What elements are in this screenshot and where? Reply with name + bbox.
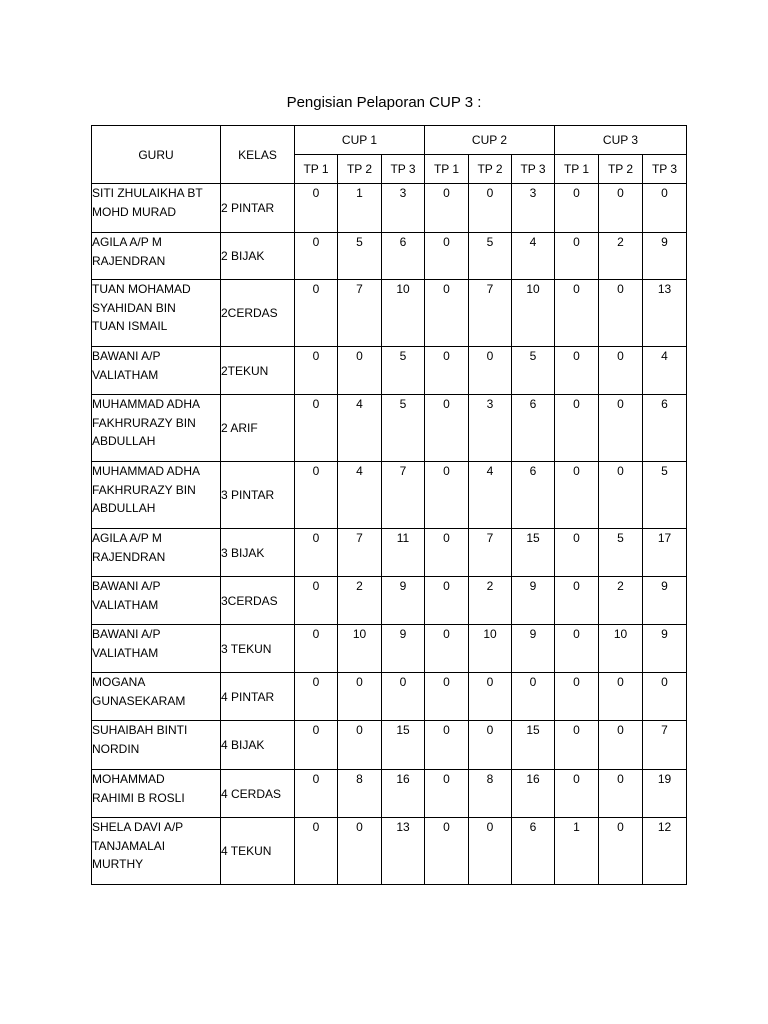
table-row <box>92 184 687 233</box>
guru-name-line: TUAN MOHAMAD <box>92 282 191 296</box>
guru-name-line: MOHAMMAD <box>92 772 165 786</box>
cup2-tp3-cell: 6 <box>512 462 555 529</box>
cup1-tp3-cell: 5 <box>382 395 425 462</box>
guru-cell <box>92 462 221 529</box>
cup1-tp2-cell: 5 <box>338 233 382 280</box>
cup3-tp3-cell: 9 <box>643 233 687 280</box>
guru-name-line: BAWANI A/P <box>92 627 161 641</box>
cup2-tp2-cell: 0 <box>469 347 512 395</box>
cup1-tp2-cell: 10 <box>338 625 382 673</box>
cup3-tp2-cell: 0 <box>599 673 643 721</box>
cup1-tp2-cell: 7 <box>338 280 382 347</box>
table-row <box>92 462 687 529</box>
header-cup3-tp2: TP 2 <box>599 155 643 184</box>
cup2-tp3-cell: 5 <box>512 347 555 395</box>
cup1-tp3-cell: 11 <box>382 529 425 577</box>
guru-name-line: VALIATHAM <box>92 645 159 660</box>
cup3-tp3-cell: 13 <box>643 280 687 347</box>
header-cup2-tp1: TP 1 <box>425 155 469 184</box>
cup3-tp2-cell: 0 <box>599 818 643 885</box>
cup2-tp3-cell: 10 <box>512 280 555 347</box>
guru-name-line: MURTHY <box>92 857 144 871</box>
guru-name-line: VALIATHAM <box>92 367 159 382</box>
guru-name-line: AGILA A/P M <box>92 531 162 545</box>
cup1-tp1-cell: 0 <box>295 770 338 818</box>
guru-name-line: MOGANA <box>92 675 146 689</box>
cup3-tp1-cell: 0 <box>555 529 599 577</box>
guru-name-line: GUNASEKARAM <box>92 693 186 708</box>
kelas-cell: 3 BIJAK <box>221 529 295 577</box>
cup3-tp2-cell: 2 <box>599 577 643 625</box>
cup3-tp1-cell: 0 <box>555 673 599 721</box>
cup1-tp2-cell: 2 <box>338 577 382 625</box>
cup3-tp2-cell: 0 <box>599 770 643 818</box>
cup3-tp3-cell: 12 <box>643 818 687 885</box>
cup1-tp1-cell: 0 <box>295 529 338 577</box>
table-row <box>92 770 687 818</box>
cup3-tp2-cell: 2 <box>599 233 643 280</box>
guru-cell <box>92 529 221 577</box>
cup2-tp3-cell: 3 <box>512 184 555 233</box>
cup2-tp2-cell: 3 <box>469 395 512 462</box>
kelas-cell: 3CERDAS <box>221 577 295 625</box>
cup2-tp3-cell: 4 <box>512 233 555 280</box>
cup3-tp1-cell: 0 <box>555 347 599 395</box>
table-row <box>92 673 687 721</box>
cup2-tp1-cell: 0 <box>425 280 469 347</box>
cup1-tp3-cell: 7 <box>382 462 425 529</box>
cup2-tp1-cell: 0 <box>425 673 469 721</box>
kelas-cell: 4 PINTAR <box>221 673 295 721</box>
guru-cell <box>92 347 221 395</box>
kelas-cell: 2 PINTAR <box>221 184 295 233</box>
cup3-tp2-cell: 0 <box>599 347 643 395</box>
cup1-tp2-cell: 0 <box>338 673 382 721</box>
cup1-tp2-cell: 4 <box>338 462 382 529</box>
cup2-tp1-cell: 0 <box>425 818 469 885</box>
guru-name-line: TANJAMALAI <box>92 838 166 853</box>
guru-cell <box>92 625 221 673</box>
cup2-tp3-cell: 15 <box>512 721 555 770</box>
cup1-tp2-cell: 4 <box>338 395 382 462</box>
cup3-tp2-cell: 0 <box>599 721 643 770</box>
cup3-tp3-cell: 7 <box>643 721 687 770</box>
cup2-tp1-cell: 0 <box>425 184 469 233</box>
cup1-tp3-cell: 6 <box>382 233 425 280</box>
cup1-tp1-cell: 0 <box>295 577 338 625</box>
guru-name-line: RAJENDRAN <box>92 549 166 564</box>
cup3-tp3-cell: 0 <box>643 673 687 721</box>
cup3-tp2-cell: 0 <box>599 395 643 462</box>
kelas-cell: 4 TEKUN <box>221 818 295 885</box>
kelas-cell: 3 PINTAR <box>221 462 295 529</box>
cup3-tp1-cell: 1 <box>555 818 599 885</box>
header-cup2-tp2: TP 2 <box>469 155 512 184</box>
guru-name-line: RAHIMI B ROSLI <box>92 790 185 805</box>
guru-cell <box>92 395 221 462</box>
cup2-tp2-cell: 5 <box>469 233 512 280</box>
kelas-cell: 2TEKUN <box>221 347 295 395</box>
guru-name-line: FAKHRURAZY BIN <box>92 482 196 497</box>
header-cup-3: CUP 3 <box>555 126 687 155</box>
guru-cell <box>92 577 221 625</box>
guru-name-line: SITI ZHULAIKHA BT <box>92 186 203 200</box>
guru-cell <box>92 818 221 885</box>
cup1-tp3-cell: 13 <box>382 818 425 885</box>
cup2-tp3-cell: 15 <box>512 529 555 577</box>
cup1-tp3-cell: 3 <box>382 184 425 233</box>
header-cup-2: CUP 2 <box>425 126 555 155</box>
cup2-tp3-cell: 6 <box>512 395 555 462</box>
cup3-tp1-cell: 0 <box>555 625 599 673</box>
table-row <box>92 818 687 885</box>
cup1-tp2-cell: 8 <box>338 770 382 818</box>
kelas-cell: 2 ARIF <box>221 395 295 462</box>
cup2-tp3-cell: 0 <box>512 673 555 721</box>
guru-name-line: ABDULLAH <box>92 434 156 448</box>
page-title: Pengisian Pelaporan CUP 3 : <box>286 94 482 111</box>
cup3-tp2-cell: 0 <box>599 280 643 347</box>
cup2-tp2-cell: 8 <box>469 770 512 818</box>
cup1-tp3-cell: 15 <box>382 721 425 770</box>
cup2-tp3-cell: 16 <box>512 770 555 818</box>
cup1-tp3-cell: 9 <box>382 577 425 625</box>
guru-name-line: SUHAIBAH BINTI <box>92 723 188 737</box>
cup3-tp1-cell: 0 <box>555 721 599 770</box>
cup3-tp3-cell: 17 <box>643 529 687 577</box>
cup1-tp1-cell: 0 <box>295 233 338 280</box>
guru-name-line: AGILA A/P M <box>92 235 162 249</box>
guru-name-line: ABDULLAH <box>92 501 156 515</box>
header-guru: GURU <box>92 126 221 184</box>
cup1-tp1-cell: 0 <box>295 721 338 770</box>
cup3-tp1-cell: 0 <box>555 462 599 529</box>
cup2-tp2-cell: 7 <box>469 280 512 347</box>
guru-name-line: TUAN ISMAIL <box>92 319 168 333</box>
cup3-tp1-cell: 0 <box>555 770 599 818</box>
cup2-tp3-cell: 9 <box>512 625 555 673</box>
cup3-tp3-cell: 4 <box>643 347 687 395</box>
header-cup1-tp3: TP 3 <box>382 155 425 184</box>
cup2-tp1-cell: 0 <box>425 347 469 395</box>
cup1-tp3-cell: 16 <box>382 770 425 818</box>
cup1-tp2-cell: 0 <box>338 721 382 770</box>
cup2-tp1-cell: 0 <box>425 721 469 770</box>
kelas-cell: 4 BIJAK <box>221 721 295 770</box>
guru-name-line: MUHAMMAD ADHA <box>92 464 201 478</box>
cup2-tp1-cell: 0 <box>425 529 469 577</box>
cup2-tp3-cell: 9 <box>512 577 555 625</box>
header-cup-1: CUP 1 <box>295 126 425 155</box>
cup2-tp2-cell: 7 <box>469 529 512 577</box>
cup2-tp2-cell: 0 <box>469 721 512 770</box>
table-row <box>92 721 687 770</box>
header-cup1-tp2: TP 2 <box>338 155 382 184</box>
guru-name-line: SYAHIDAN BIN <box>92 300 176 315</box>
guru-name-line: NORDIN <box>92 741 140 756</box>
cup2-tp2-cell: 0 <box>469 184 512 233</box>
cup2-tp1-cell: 0 <box>425 395 469 462</box>
cup3-tp3-cell: 0 <box>643 184 687 233</box>
cup3-tp3-cell: 5 <box>643 462 687 529</box>
cup1-tp3-cell: 10 <box>382 280 425 347</box>
cup1-tp1-cell: 0 <box>295 395 338 462</box>
cup1-tp1-cell: 0 <box>295 818 338 885</box>
guru-name-line: MUHAMMAD ADHA <box>92 397 201 411</box>
cup2-tp2-cell: 10 <box>469 625 512 673</box>
header-cup2-tp3: TP 3 <box>512 155 555 184</box>
cup3-tp2-cell: 5 <box>599 529 643 577</box>
cup2-tp1-cell: 0 <box>425 233 469 280</box>
cup1-tp2-cell: 1 <box>338 184 382 233</box>
table-row <box>92 625 687 673</box>
cup1-tp1-cell: 0 <box>295 673 338 721</box>
table-body <box>92 184 687 885</box>
cup1-tp1-cell: 0 <box>295 625 338 673</box>
cup1-tp3-cell: 5 <box>382 347 425 395</box>
cup1-tp2-cell: 7 <box>338 529 382 577</box>
cup3-tp1-cell: 0 <box>555 395 599 462</box>
guru-cell <box>92 770 221 818</box>
cup2-tp3-cell: 6 <box>512 818 555 885</box>
cup2-tp2-cell: 0 <box>469 673 512 721</box>
cup3-tp3-cell: 6 <box>643 395 687 462</box>
header-cup3-tp3: TP 3 <box>643 155 687 184</box>
cup1-tp1-cell: 0 <box>295 184 338 233</box>
cup2-tp2-cell: 2 <box>469 577 512 625</box>
cup2-tp1-cell: 0 <box>425 770 469 818</box>
guru-cell <box>92 233 221 280</box>
cup2-tp1-cell: 0 <box>425 462 469 529</box>
guru-cell <box>92 721 221 770</box>
cup3-tp1-cell: 0 <box>555 280 599 347</box>
cup1-tp3-cell: 9 <box>382 625 425 673</box>
cup1-tp2-cell: 0 <box>338 818 382 885</box>
cup3-tp1-cell: 0 <box>555 184 599 233</box>
guru-name-line: MOHD MURAD <box>92 204 176 219</box>
guru-name-line: FAKHRURAZY BIN <box>92 415 196 430</box>
cup3-tp3-cell: 9 <box>643 625 687 673</box>
cup1-tp1-cell: 0 <box>295 280 338 347</box>
kelas-cell: 2 BIJAK <box>221 233 295 280</box>
table-row <box>92 577 687 625</box>
report-table <box>91 125 687 885</box>
table-row <box>92 233 687 280</box>
guru-cell <box>92 673 221 721</box>
cup2-tp2-cell: 4 <box>469 462 512 529</box>
guru-name-line: SHELA DAVI A/P <box>92 820 184 834</box>
cup3-tp2-cell: 10 <box>599 625 643 673</box>
header-cup3-tp1: TP 1 <box>555 155 599 184</box>
guru-cell <box>92 280 221 347</box>
kelas-cell: 4 CERDAS <box>221 770 295 818</box>
kelas-cell: 2CERDAS <box>221 280 295 347</box>
guru-name-line: BAWANI A/P <box>92 349 161 363</box>
cup3-tp2-cell: 0 <box>599 184 643 233</box>
cup3-tp1-cell: 0 <box>555 233 599 280</box>
cup1-tp2-cell: 0 <box>338 347 382 395</box>
header-kelas: KELAS <box>221 126 295 184</box>
cup2-tp2-cell: 0 <box>469 818 512 885</box>
table-row <box>92 529 687 577</box>
cup1-tp1-cell: 0 <box>295 462 338 529</box>
cup2-tp1-cell: 0 <box>425 625 469 673</box>
table-row <box>92 347 687 395</box>
table-row <box>92 280 687 347</box>
cup3-tp3-cell: 19 <box>643 770 687 818</box>
cup3-tp3-cell: 9 <box>643 577 687 625</box>
guru-cell <box>92 184 221 233</box>
cup2-tp1-cell: 0 <box>425 577 469 625</box>
guru-name-line: VALIATHAM <box>92 597 159 612</box>
table-row <box>92 395 687 462</box>
kelas-cell: 3 TEKUN <box>221 625 295 673</box>
header-cup1-tp1: TP 1 <box>295 155 338 184</box>
guru-name-line: BAWANI A/P <box>92 579 161 593</box>
cup1-tp1-cell: 0 <box>295 347 338 395</box>
cup1-tp3-cell: 0 <box>382 673 425 721</box>
cup3-tp1-cell: 0 <box>555 577 599 625</box>
cup3-tp2-cell: 0 <box>599 462 643 529</box>
guru-name-line: RAJENDRAN <box>92 253 166 268</box>
